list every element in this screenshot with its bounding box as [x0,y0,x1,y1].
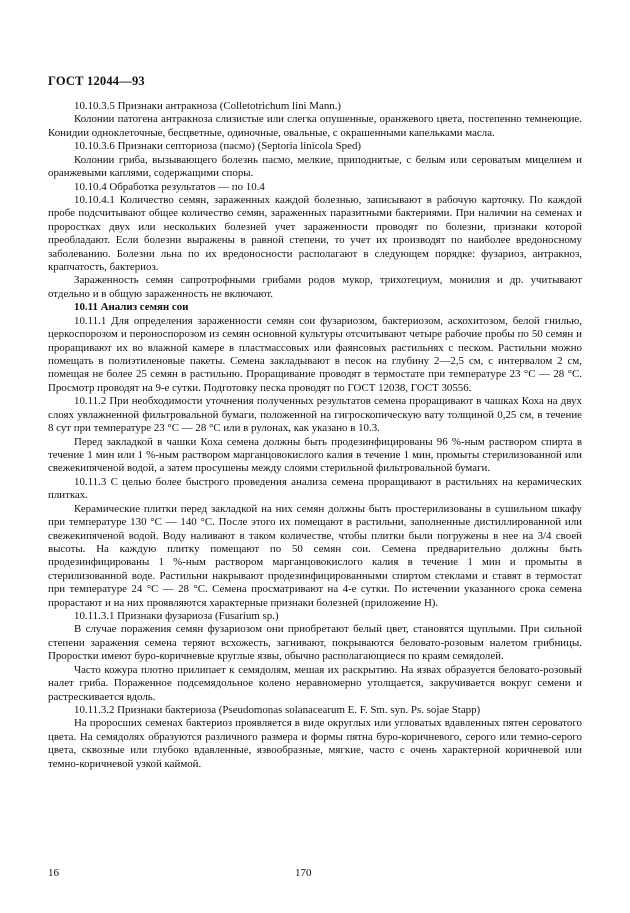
paragraph: 10.11.2 При необходимости уточнения полученных результатов семена проращивают в чашках Коха на двух слоях увлажненной фильтровальной бумаги, положенной на гигроскопическую вату толщиной 0,25 см, в течение 8 сут при температуре 23 °С — 28 °С или в рулонах, как указано в 10.3. [48,395,582,435]
paragraph: В случае поражения семян фузариозом они приобретают белый цвет, становятся щуплыми. При сильной степени заражения семена теряют всхожесть, загнивают, покрываются беловато-розовым налетом грибницы. Проростки имеют буро-коричневые круглые язвы, обычно располагающиеся по краям семядолей. [48,623,582,663]
paragraph: Колонии патогена антракноза слизистые или слегка опушенные, оранжевого цвета, постепенно темнеющие. Конидии одноклеточные, бесцветные, одиночные, овальные, с окрашенными капельками масла. [48,113,582,139]
document-body [48,100,582,771]
paragraph: На проросших семенах бактериоз проявляется в виде округлых или угловатых вдавленных пятен сероватого цвета. На семядолях образуются различного размера и формы пятна буро-коричневого, серого или темно-серого цвета, сквозные или глубоко вдавленные, язвообразные, мягкие, часто с очень характерной коричневой или темно-коричневой узкой каймой. [48,717,582,770]
paragraph: Перед закладкой в чашки Коха семена должны быть продезинфицированы 96 %-ным раствором спирта в течение 1 мин или 1 %-ным раствором марганцовокислого калия в течение 1 мин, промыты стерилизованной или свежекипяченой водой, а затем просушены между слоями стерильной фильтровальной бумаги. [48,435,582,475]
section-heading: 10.10.3.6 Признаки септориоза (пасмо) (Septoria linicola Sped) [74,140,362,153]
paragraph: Зараженность семян сапротрофными грибами родов мукор, трихотециум, монилия и др. учитывают отдельно и в общую зараженность не включают. [48,274,582,300]
paragraph: Керамические плитки перед закладкой на них семян должны быть простерилизованы в сушильном шкафу при температуре 130 °С — 140 °С. После этого их помещают в растильни, заполненные дистиллированной или свежекипяченой водой. Воду наливают в таком количестве, чтобы плитки были погружены в нее на 3/4 своей высоты. На каждую плитку помещают по 50 семян сои. Семена предварительно должны быть продезинфицированы 1 %-ным раствором марганцовокислого калия в течение 1 мин и промыты в стерилизованной воде. Растильни накрывают продезинфицированными спиртом стеклами и ставят в термостат при температуре 24 °С — 28 °С. Семена просматривают на 4-е сутки. По истечении указанного срока семена прорастают и на них проявляются характерные признаки болезней (приложение Н). [48,502,582,609]
standard-header: ГОСТ 12044—93 [48,74,145,88]
paragraph: 10.11.1 Для определения зараженности семян сои фузариозом, бактериозом, аскохитозом, белой гнилью, церкоспорозом и пероноспорозом из семян основной культуры отсчитывают четыре рабочие пробы по 50 семян и проращивают их во влажной камере в пластмассовых или фаянсовых растильнях с песком. Растильни можно помещать в полиэтиленовые пакеты. Семена закладывают в песок на глубину 2—2,5 см, с интервалом 2 см, помещая не более 25 семян в растильню. Проращивание проводят в термостате при температуре 23 °С — 28 °С. Просмотр проводят на 9-е сутки. Подготовку песка проводят по ГОСТ 12038, ГОСТ 30556. [48,314,582,394]
paragraph: 10.11.3 С целью более быстрого проведения анализа семена проращивают в растильнях на керамических плитках. [48,475,582,502]
paragraph: Колонии гриба, вызывающего болезнь пасмо, мелкие, приподнятые, с белым или сероватым мицелием и оранжевыми каплями, содержащими споры. [48,153,582,180]
section-heading: 10.11.3.2 Признаки бактериоза (Pseudomonas solanacearum E. F. Sm. syn. Ps. sojae Stapp) [74,703,481,716]
paragraph: Часто кожура плотно прилипает к семядолям, мешая их раскрытию. На язвах образуется беловато-розовый налет гриба. Пораженное подсемядольное колено неравномерно утолщается, закручивается вокруг семени и растрескивается вдоль. [48,663,582,703]
paragraph: 10.10.4.1 Количество семян, зараженных каждой болезнью, записывают в рабочую карточку. По каждой пробе подсчитывают общее количество семян, зараженных паразитными бактериями. При наличии на семенах и проростках двух или нескольких болезней учет зараженности проводят по болезни, признаки которой преобладают. Если болезни выражены в равной степени, то учет их производят по наиболее вредоносному заболеванию. Болезни льна по их вредоносности располагают в следующем порядке: фузариоз, антракноз, крапчатость, бактериоз. [48,193,582,274]
section-heading: 10.10.4 Обработка результатов — по 10.4 [74,180,265,193]
section-title: 10.11 Анализ семян сои [74,301,189,314]
section-heading: 10.10.3.5 Признаки антракноза (Colletotrichum lini Mann.) [74,100,342,112]
page-number-left: 16 [48,867,59,879]
section-heading: 10.11.3.1 Признаки фузариоза (Fusarium sp.) [74,610,279,623]
page-number-center: 170 [295,867,312,879]
